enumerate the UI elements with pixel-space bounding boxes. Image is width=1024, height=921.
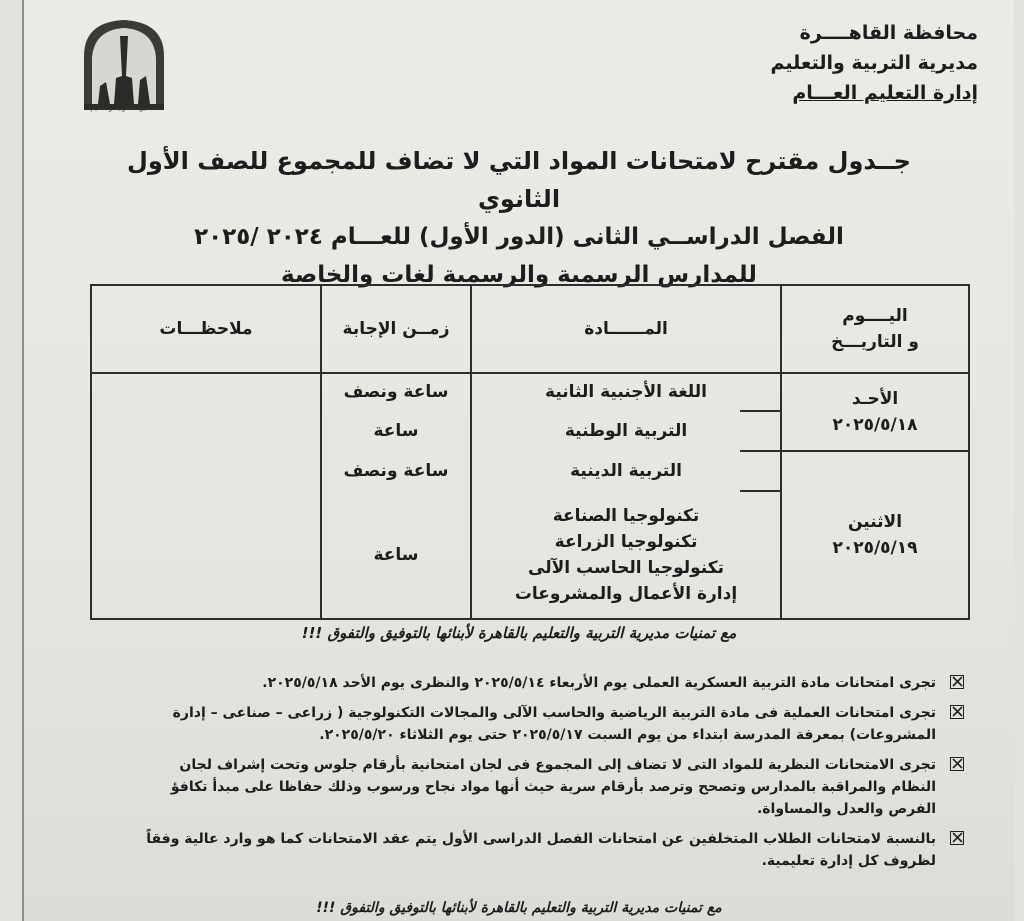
subject-line: تكنولوجيا الزراعة xyxy=(554,532,698,552)
document-title xyxy=(84,142,954,294)
day-cell-monday xyxy=(782,452,968,618)
day-name: الاثنين xyxy=(847,512,903,532)
note-item xyxy=(142,672,964,694)
notes-list xyxy=(142,672,964,880)
subject-cell: التربية الوطنية xyxy=(564,421,688,441)
duration-cell: ساعة ونصف xyxy=(343,461,449,481)
subject-line: تكنولوجيا الحاسب الآلى xyxy=(528,558,724,578)
day-name: الأحـد xyxy=(851,389,899,409)
department-label: إدارة التعليم العـــام xyxy=(792,82,978,104)
note-text: بالنسبة لامتحانات الطلاب المتخلفين عن امتحانات الفصل الدراسى الأول يتم عقد الامتحانات كما هو وارد عالية وفقاً لظروف كل إدارة تعليمية. xyxy=(146,831,936,869)
duration-cell: ساعة ونصف xyxy=(343,382,449,402)
note-item xyxy=(142,828,964,872)
note-text: تجرى امتحانات مادة التربية العسكرية العملى يوم الأربعاء ٢٠٢٥/٥/١٤ والنظرى يوم الأحد ٢٠٢٥/٥/١٨. xyxy=(262,675,936,691)
header-date: و التاريـــخ xyxy=(831,332,919,352)
day-cell-sunday xyxy=(782,374,968,450)
title-line-1: جــدول مقترح لامتحانات المواد التي لا تضاف للمجموع للصف الأول الثانوي xyxy=(127,147,911,213)
header-subject: المــــــادة xyxy=(584,319,668,339)
header-day-date xyxy=(782,286,968,372)
subject-cell-technology xyxy=(472,492,780,618)
note-text: تجرى امتحانات العملية فى مادة التربية الرياضية والحاسب الآلى والمجالات التكنولوجية ( زراعى – صناعى – إدارة المشروعات) بمعرفة المدرسة ابتداء من يوم السبت ٢٠٢٥/٥/١٧ حتى يوم الثلاثاء ٢٠٢٥/٥/٢٠. xyxy=(172,705,936,743)
subject-line: إدارة الأعمال والمشروعات xyxy=(514,584,738,604)
header-notes: ملاحظـــات xyxy=(159,319,253,339)
checkbox-x-icon xyxy=(950,757,964,771)
subject-cell: التربية الدينية xyxy=(570,461,682,481)
exam-schedule-table xyxy=(90,284,970,620)
issuer-header xyxy=(770,18,978,108)
logo-caption: مديرية التربية والتعليم xyxy=(90,104,154,112)
header-day: اليــــوم xyxy=(842,306,908,326)
notes-cell-empty xyxy=(92,374,320,618)
checkbox-x-icon xyxy=(950,705,964,719)
checkbox-x-icon xyxy=(950,675,964,689)
duration-cell: ساعة xyxy=(373,545,419,565)
note-text: تجرى الامتحانات النظرية للمواد التى لا تضاف إلى المجموع فى لجان امتحانية بأرقام جلوس وتحت إشراف لجان النظام والمراقبة بالمدارس وتصحح وترصد بأرقام سرية حيث أنها مواد نجاح ورسوب وذلك حفاظا على مبدأ تكافؤ الفرص والعدل والمساواة. xyxy=(170,757,936,817)
header-duration: زمــن الإجابة xyxy=(342,319,450,339)
title-line-3: للمدارس الرسمية والرسمية لغات والخاصة xyxy=(281,262,757,288)
wishes-line: مع تمنيات مديرية التربية والتعليم بالقاهرة لأبنائها بالتوفيق والتفوق !!! xyxy=(301,624,737,642)
checkbox-x-icon xyxy=(950,831,964,845)
duration-cell: ساعة xyxy=(373,421,419,441)
directorate-label: مديرية التربية والتعليم xyxy=(770,52,978,74)
title-line-2: الفصل الدراســي الثانى (الدور الأول) للعـــام ٢٠٢٤ /٢٠٢٥ xyxy=(194,224,844,250)
document-page xyxy=(22,0,1014,921)
day-date: ٢٠٢٥/٥/١٩ xyxy=(832,538,918,558)
note-item xyxy=(142,754,964,820)
cairo-directorate-logo xyxy=(76,16,172,131)
subject-cell: اللغة الأجنبية الثانية xyxy=(545,382,707,402)
note-item xyxy=(142,702,964,746)
wishes-line-bottom: مع تمنيات مديرية التربية والتعليم بالقاهرة لأبنائها بالتوفيق والتفوق !!! xyxy=(316,900,722,916)
subject-line: تكنولوجيا الصناعة xyxy=(552,506,700,526)
day-date: ٢٠٢٥/٥/١٨ xyxy=(832,415,918,435)
governorate-label: محافظة القاهــــرة xyxy=(799,22,978,44)
